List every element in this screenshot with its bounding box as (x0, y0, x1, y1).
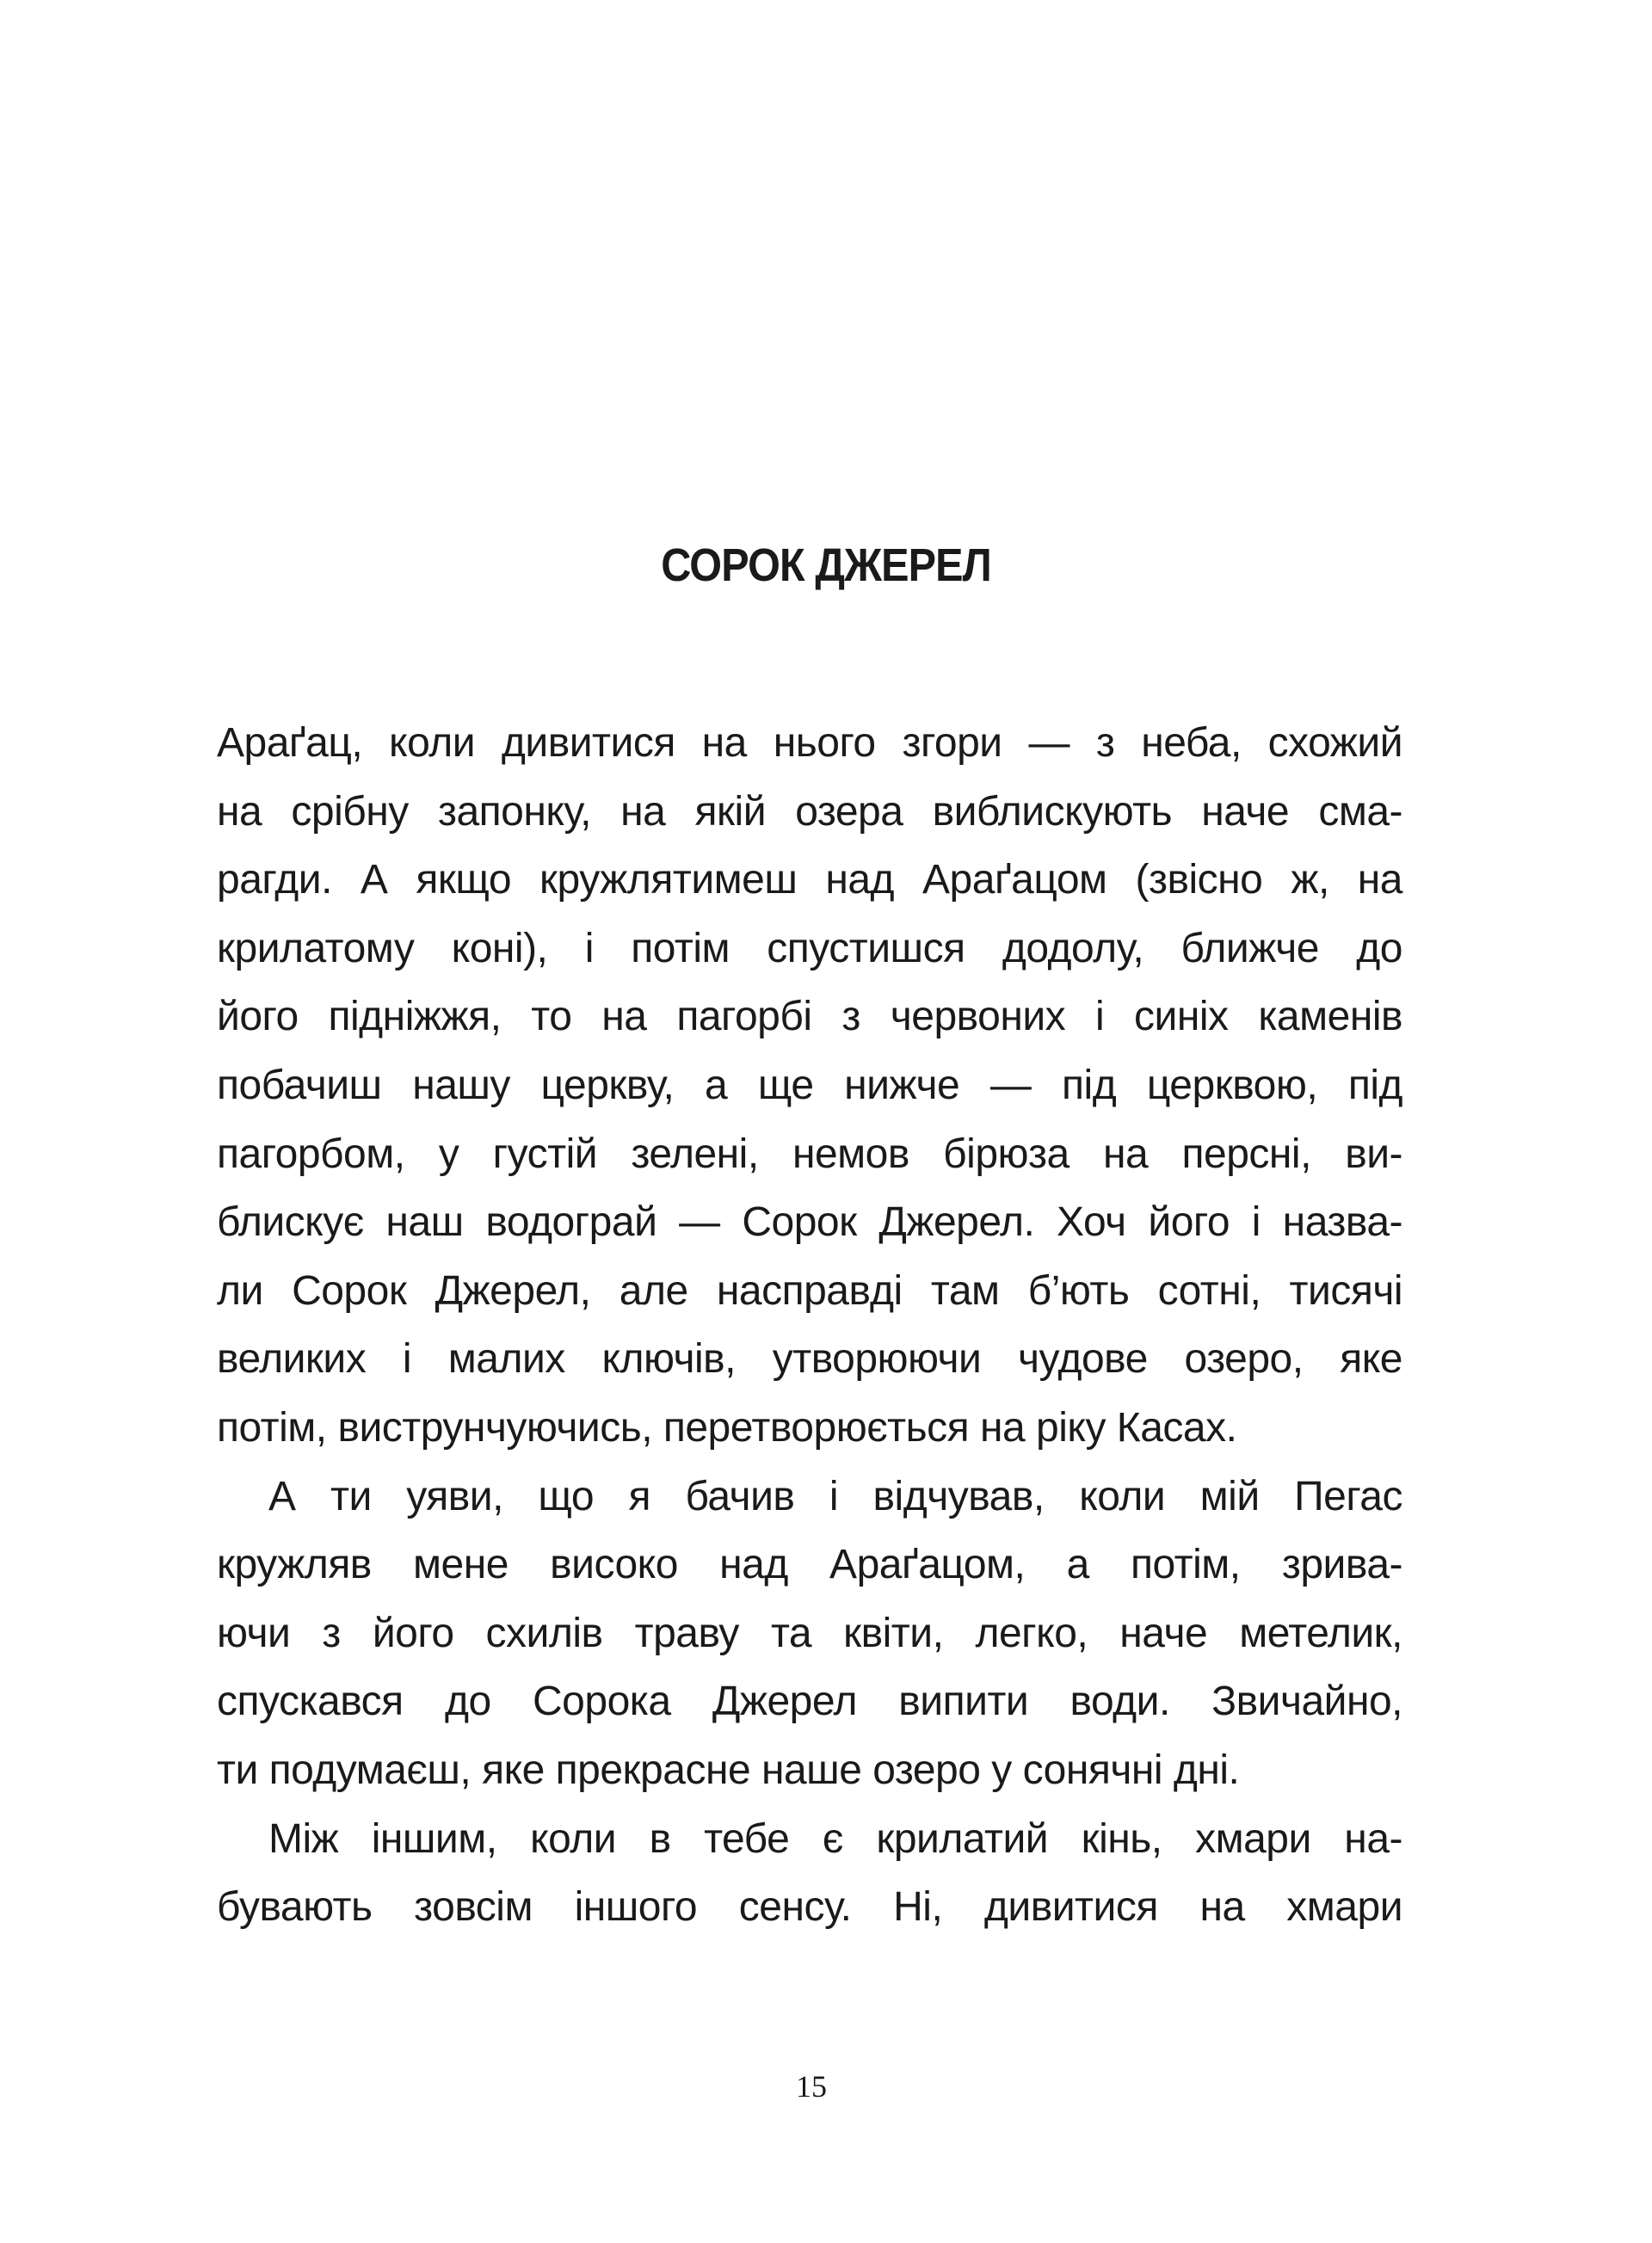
text-line: спускався до Сорока Джерел випити води. Звичайно, (217, 1679, 1402, 1725)
text-line: його підніжжя, то на пагорбі з червоних і синіх каменів (217, 994, 1402, 1040)
text-line: потім, виструнчуючись, перетворюється на ріку Касах. (217, 1405, 1237, 1451)
text-line: ли Сорок Джерел, але насправді там б’ють сотні, тисячі (217, 1267, 1402, 1314)
text-line: ти подумаєш, яке прекрасне наше озеро у сонячні дні. (217, 1747, 1240, 1793)
text-line: великих і малих ключів, утворюючи чудове озеро, яке (217, 1336, 1402, 1383)
text-line: ючи з його схилів траву та квіти, легко, наче метелик, (217, 1610, 1402, 1656)
chapter-title (0, 535, 1652, 595)
text-line: побачиш нашу церкву, а ще нижче — під церквою, під (217, 1063, 1402, 1108)
chapter-title-text: СОРОК ДЖЕРЕЛ (661, 539, 991, 591)
text-line: бувають зовсім іншого сенсу. Ні, дивитися на хмари (217, 1884, 1402, 1931)
text-line: на срібну запонку, на якій озера виблискують наче сма- (217, 788, 1402, 835)
page-number: 15 (796, 2069, 827, 2104)
text-line: крилатому коні), і потім спустишся додолу, ближче до (217, 925, 1402, 971)
text-line: кружляв мене високо над Араґацом, а потім, зрива- (217, 1542, 1402, 1588)
text-line: Араґац, коли дивитися на нього згори — з неба, схожий (217, 720, 1402, 766)
text-line: А ти уяви, що я бачив і відчував, коли мій Пегас (268, 1473, 1402, 1519)
text-line: блискує наш водограй — Сорок Джерел. Хоч його і назва- (217, 1199, 1402, 1246)
text-line: пагорбом, у густій зелені, немов бірюза на персні, ви- (217, 1131, 1402, 1177)
text-line: рагди. А якщо кружлятимеш над Араґацом (звісно ж, на (217, 857, 1402, 903)
text-line: Між іншим, коли в тебе є крилатий кінь, хмари на- (268, 1815, 1402, 1862)
